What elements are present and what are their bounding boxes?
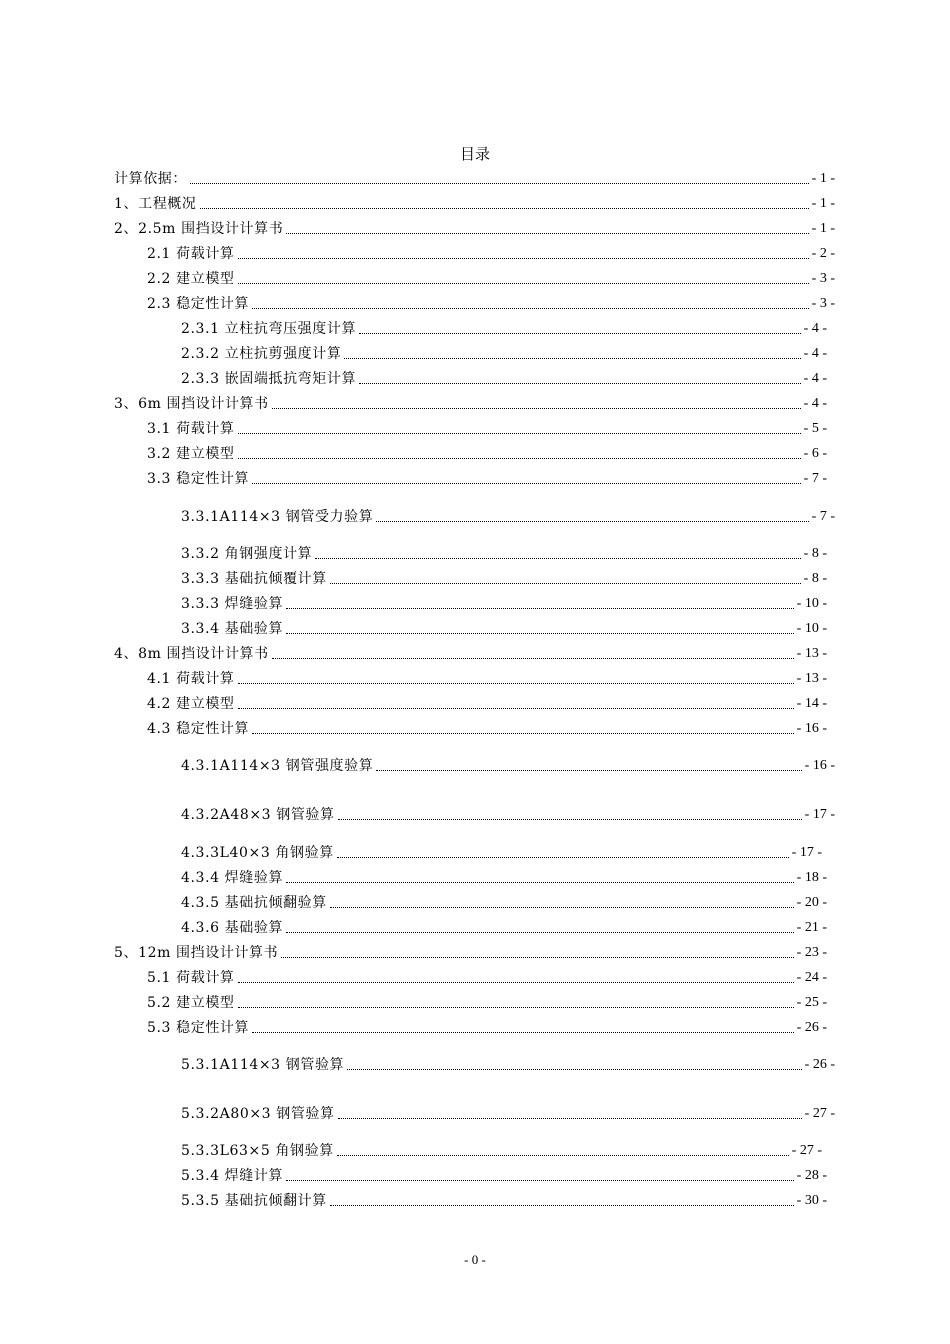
toc-page-number: - 30 - — [796, 1193, 827, 1208]
toc-entry-2-3-1[interactable] — [181, 320, 827, 338]
dot-leader — [338, 1118, 802, 1119]
toc-entry-5-2[interactable] — [147, 994, 827, 1012]
page-number-footer: - 0 - — [464, 1252, 486, 1267]
toc-entry-2-3[interactable] — [147, 295, 835, 313]
toc-page-number: - 1 - — [811, 171, 835, 186]
toc-entry-label: 5.3 稳定性计算 — [147, 1020, 250, 1036]
toc-entry-4-3[interactable] — [147, 720, 827, 738]
dot-leader — [338, 819, 802, 820]
toc-page-number: - 26 - — [796, 1020, 827, 1035]
dot-leader — [252, 308, 809, 309]
toc-entry-3-1[interactable] — [147, 420, 827, 438]
toc-page-number: - 4 - — [803, 371, 827, 386]
toc-entry-4[interactable] — [114, 645, 827, 663]
toc-entry-label: 4、8m 围挡设计计算书 — [114, 646, 269, 662]
toc-entry-label: 3.3.3 基础抗倾覆计算 — [181, 571, 327, 587]
toc-entry-label: 5.3.4 焊缝计算 — [181, 1168, 284, 1184]
toc-entry-5-3[interactable] — [147, 1019, 827, 1037]
dot-leader — [238, 708, 794, 709]
dot-leader — [252, 483, 801, 484]
dot-leader — [330, 907, 794, 908]
toc-entry-label: 5.3.2A80×3 钢管验算 — [181, 1106, 335, 1122]
toc-entry-label: 2.3.2 立柱抗剪强度计算 — [181, 346, 342, 362]
dot-leader — [238, 982, 794, 983]
toc-entry-5-3-3[interactable] — [181, 1142, 822, 1160]
toc-page-number: - 8 - — [803, 546, 827, 561]
dot-leader — [376, 521, 808, 522]
toc-entry-4-3-6[interactable] — [181, 919, 827, 937]
toc-entry-label: 3.3.3 焊缝验算 — [181, 596, 284, 612]
dot-leader — [286, 633, 794, 634]
dot-leader — [238, 283, 809, 284]
toc-entry-label: 1、工程概况 — [114, 196, 197, 212]
toc-page-number: - 27 - — [791, 1143, 822, 1158]
toc-page-number: - 4 - — [803, 396, 827, 411]
toc-entry-label: 4.2 建立模型 — [147, 696, 235, 712]
toc-page-number: - 21 - — [796, 920, 827, 935]
toc-entry-4-3-1[interactable] — [181, 757, 835, 775]
toc-entry-2-3-2[interactable] — [181, 345, 827, 363]
toc-entry-label: 4.3.4 焊缝验算 — [181, 870, 284, 886]
toc-page-number: - 14 - — [796, 696, 827, 711]
toc-entry-label: 计算依据： — [114, 171, 187, 187]
dot-leader — [252, 733, 794, 734]
toc-entry-3[interactable] — [114, 395, 827, 413]
dot-leader — [286, 233, 808, 234]
toc-page-number: - 4 - — [803, 346, 827, 361]
dot-leader — [330, 1205, 794, 1206]
toc-entry-3-3[interactable] — [147, 470, 827, 488]
toc-page-number: - 3 - — [811, 296, 835, 311]
toc-entry-label: 5.1 荷载计算 — [147, 970, 235, 986]
toc-page-number: - 7 - — [811, 509, 835, 524]
dot-leader — [286, 882, 794, 883]
dot-leader — [252, 1032, 794, 1033]
dot-leader — [359, 383, 801, 384]
toc-entry-5-3-4[interactable] — [181, 1167, 827, 1185]
toc-page-number: - 18 - — [796, 870, 827, 885]
toc-entry-3-2[interactable] — [147, 445, 827, 463]
toc-title: 目录 — [459, 145, 490, 163]
toc-entry-label: 2.2 建立模型 — [147, 271, 235, 287]
dot-leader — [238, 433, 801, 434]
toc-entry-label: 4.3.2A48×3 钢管验算 — [181, 807, 335, 823]
toc-entry-label: 2.3 稳定性计算 — [147, 296, 250, 312]
dot-leader — [281, 957, 793, 958]
toc-page-number: - 23 - — [796, 945, 827, 960]
toc-page-number: - 1 - — [811, 221, 835, 236]
toc-entry-label: 2.1 荷载计算 — [147, 246, 235, 262]
toc-page-number: - 4 - — [803, 321, 827, 336]
toc-entry-1[interactable] — [114, 195, 835, 213]
toc-entry-label: 3、6m 围挡设计计算书 — [114, 396, 269, 412]
toc-page-number: - 26 - — [804, 1057, 835, 1072]
dot-leader — [337, 1155, 789, 1156]
dot-leader — [330, 583, 801, 584]
dot-leader — [272, 408, 801, 409]
toc-entry-label: 4.3.3L40×3 角钢验算 — [181, 845, 334, 861]
toc-entry-4-2[interactable] — [147, 695, 827, 713]
toc-entry-5-3-2[interactable] — [181, 1105, 835, 1123]
toc-entry-label: 4.3.1A114×3 钢管强度验算 — [181, 758, 374, 774]
toc-entry-3-3-3b[interactable] — [181, 595, 827, 613]
toc-page-number: - 1 - — [811, 196, 835, 211]
dot-leader — [238, 683, 794, 684]
toc-entry-3-3-2[interactable] — [181, 545, 827, 563]
dot-leader — [315, 558, 800, 559]
dot-leader — [238, 458, 801, 459]
toc-entry-5[interactable] — [114, 944, 827, 962]
toc-entry-label: 4.1 荷载计算 — [147, 671, 235, 687]
toc-entry-label: 2、2.5m 围挡设计计算书 — [114, 221, 284, 237]
toc-entry-label: 4.3 稳定性计算 — [147, 721, 250, 737]
toc-entry-5-1[interactable] — [147, 969, 827, 987]
toc-entry-5-3-5[interactable] — [181, 1192, 827, 1210]
dot-leader — [200, 208, 809, 209]
dot-leader — [337, 857, 789, 858]
toc-entry-label: 2.3.1 立柱抗弯压强度计算 — [181, 321, 357, 337]
toc-page-number: - 16 - — [796, 721, 827, 736]
toc-page-number: - 13 - — [796, 671, 827, 686]
dot-leader — [286, 932, 794, 933]
toc-page-number: - 6 - — [803, 446, 827, 461]
toc-page-number: - 20 - — [796, 895, 827, 910]
dot-leader — [190, 183, 809, 184]
dot-leader — [238, 258, 809, 259]
toc-entry-4-3-3[interactable] — [181, 844, 822, 862]
dot-leader — [286, 1180, 794, 1181]
toc-entry-3-3-3a[interactable] — [181, 570, 827, 588]
toc-page-number: - 17 - — [791, 845, 822, 860]
dot-leader — [347, 1069, 802, 1070]
toc-entry-label: 4.3.5 基础抗倾翻验算 — [181, 895, 327, 911]
dot-leader — [286, 608, 794, 609]
toc-page-number: - 13 - — [796, 646, 827, 661]
toc-entry-label: 5.3.5 基础抗倾翻计算 — [181, 1193, 327, 1209]
toc-entry-5-3-1[interactable] — [181, 1056, 835, 1074]
toc-page-number: - 7 - — [803, 471, 827, 486]
toc-entry-basis[interactable] — [114, 170, 835, 188]
toc-entry-2-2[interactable] — [147, 270, 835, 288]
toc-entry-label: 4.3.6 基础验算 — [181, 920, 284, 936]
toc-page-number: - 10 - — [796, 596, 827, 611]
dot-leader — [238, 1007, 794, 1008]
toc-entry-3-3-1[interactable] — [181, 508, 835, 526]
toc-page-number: - 5 - — [803, 421, 827, 436]
toc-entry-2[interactable] — [114, 220, 835, 238]
toc-entry-label: 3.3.2 角钢强度计算 — [181, 546, 313, 562]
toc-entry-4-1[interactable] — [147, 670, 827, 688]
toc-page-number: - 16 - — [804, 758, 835, 773]
toc-entry-label: 2.3.3 嵌固端抵抗弯矩计算 — [181, 371, 357, 387]
toc-page-number: - 27 - — [804, 1106, 835, 1121]
toc-page-number: - 8 - — [803, 571, 827, 586]
dot-leader — [272, 658, 794, 659]
toc-entry-label: 5.2 建立模型 — [147, 995, 235, 1011]
toc-entry-label: 5.3.1A114×3 钢管验算 — [181, 1057, 345, 1073]
toc-page-number: - 10 - — [796, 621, 827, 636]
toc-entry-label: 3.3 稳定性计算 — [147, 471, 250, 487]
toc-entry-label: 5.3.3L63×5 角钢验算 — [181, 1143, 334, 1159]
toc-page-number: - 24 - — [796, 970, 827, 985]
toc-page-number: - 25 - — [796, 995, 827, 1010]
toc-entry-label: 5、12m 围挡设计计算书 — [114, 945, 279, 961]
toc-entry-4-3-4[interactable] — [181, 869, 827, 887]
toc-entry-label: 3.3.4 基础验算 — [181, 621, 284, 637]
toc-entry-4-3-2[interactable] — [181, 806, 835, 824]
toc-entry-label: 3.3.1A114×3 钢管受力验算 — [181, 509, 374, 525]
dot-leader — [359, 333, 801, 334]
toc-entry-3-3-4[interactable] — [181, 620, 827, 638]
toc-entry-4-3-5[interactable] — [181, 894, 827, 912]
toc-page-number: - 17 - — [804, 807, 835, 822]
toc-entry-label: 3.2 建立模型 — [147, 446, 235, 462]
dot-leader — [376, 770, 801, 771]
toc-entry-label: 3.1 荷载计算 — [147, 421, 235, 437]
toc-page-number: - 3 - — [811, 271, 835, 286]
toc-page-number: - 2 - — [811, 246, 835, 261]
toc-entry-2-1[interactable] — [147, 245, 835, 263]
dot-leader — [344, 358, 800, 359]
toc-page-number: - 28 - — [796, 1168, 827, 1183]
toc-entry-2-3-3[interactable] — [181, 370, 827, 388]
